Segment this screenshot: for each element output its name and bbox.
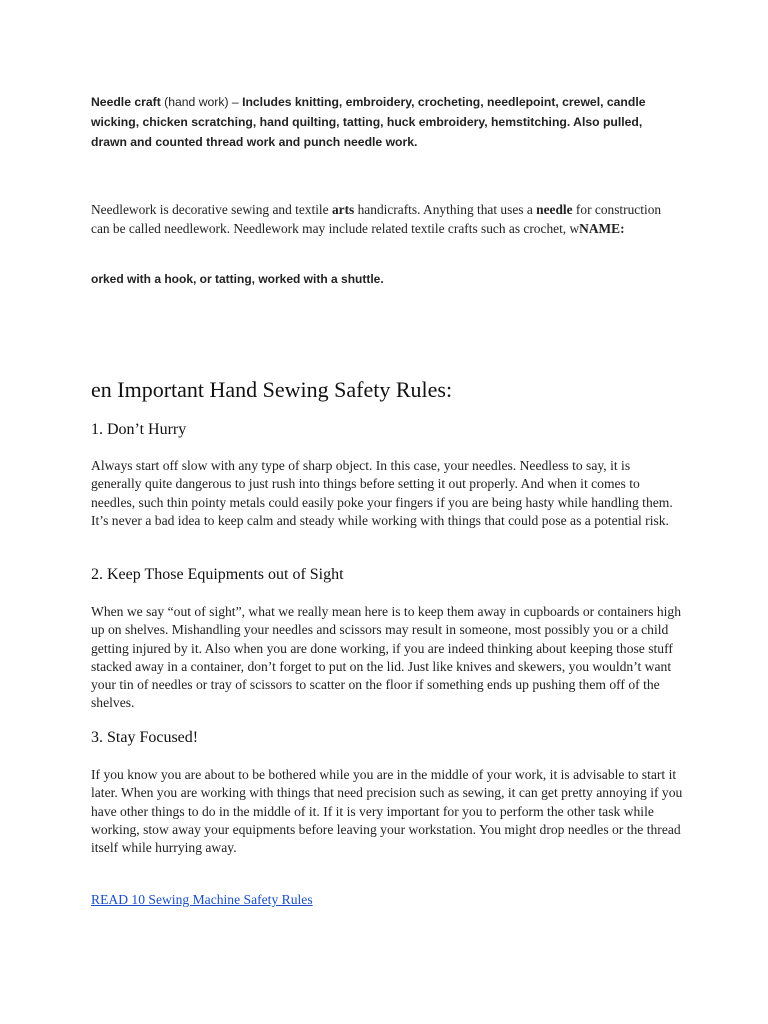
hook-paragraph: orked with a hook, or tatting, worked with a shuttle. — [91, 272, 384, 286]
section-heading-stay-focused: 3. Stay Focused! — [91, 729, 199, 746]
needle-craft-paren: (hand work) – — [160, 95, 243, 109]
read-more-link[interactable]: READ 10 Sewing Machine Safety Rules — [91, 892, 313, 907]
section-body-stay-focused: If you know you are about to be bothered while you are in the middle of your work, it is advisable to start it later. When you are working with things that need precision such as sewing, it can get pretty annoying if you have other things to do in the middle of it. If it is very important for you to perform the other task while working, stow away your equipments before leaving your workstation. You might drop needles or the thread itself while hurrying away. — [91, 767, 683, 856]
main-heading: en Important Hand Sewing Safety Rules: — [91, 377, 453, 402]
needlework-text-3: for construction can be called needlework. Needlework may include related textile crafts such as crochet, w — [91, 202, 662, 236]
needle-craft-text: Includes knitting, embroidery, crocheting, needlepoint, crewel, candle wicking, chicken scratching, hand quilting, tatting, huck embroidery, hemstitching. Also pulled, drawn and counted thread work and punch needle work. — [91, 95, 646, 149]
section-body-dont-hurry: Always start off slow with any type of sharp object. In this case, your needles. Needless to say, it is generally quite dangerous to just rush into things before setting it out properly. And when it comes to needles, such thin pointy metals could easily poke your fingers if you are being hasty while handling them. It’s never a bad idea to keep calm and steady while working with things that could pose as a potential risk. — [91, 458, 673, 528]
needlework-text-1: Needlework is decorative sewing and textile — [91, 202, 332, 217]
section-body-out-of-sight: When we say “out of sight”, what we really mean here is to keep them away in cupboards or containers high up on shelves. Mishandling your needles and scissors may result in someone, most possibly you or a child getting injured by it. Also when you are done working, if you are indeed thinking about keeping those stuff stacked away in a container, don’t forget to put on the lid. Just like knives and skewers, you wouldn’t want your tin of needles or tray of scissors to scatter on the floor if something ends up pushing them off of the shelves. — [91, 604, 682, 711]
needle-craft-paragraph — [91, 92, 681, 152]
needle-craft-lead: Needle craft — [91, 95, 161, 109]
needlework-text-2: handicrafts. Anything that uses a — [354, 202, 537, 217]
section-heading-dont-hurry: 1. Don’t Hurry — [91, 421, 187, 438]
needlework-paragraph — [91, 201, 666, 238]
needlework-bold-arts: arts — [331, 202, 355, 217]
section-heading-out-of-sight: 2. Keep Those Equipments out of Sight — [91, 566, 344, 583]
needlework-bold-needle: needle — [536, 202, 573, 217]
needlework-bold-name: NAME: — [579, 220, 625, 236]
